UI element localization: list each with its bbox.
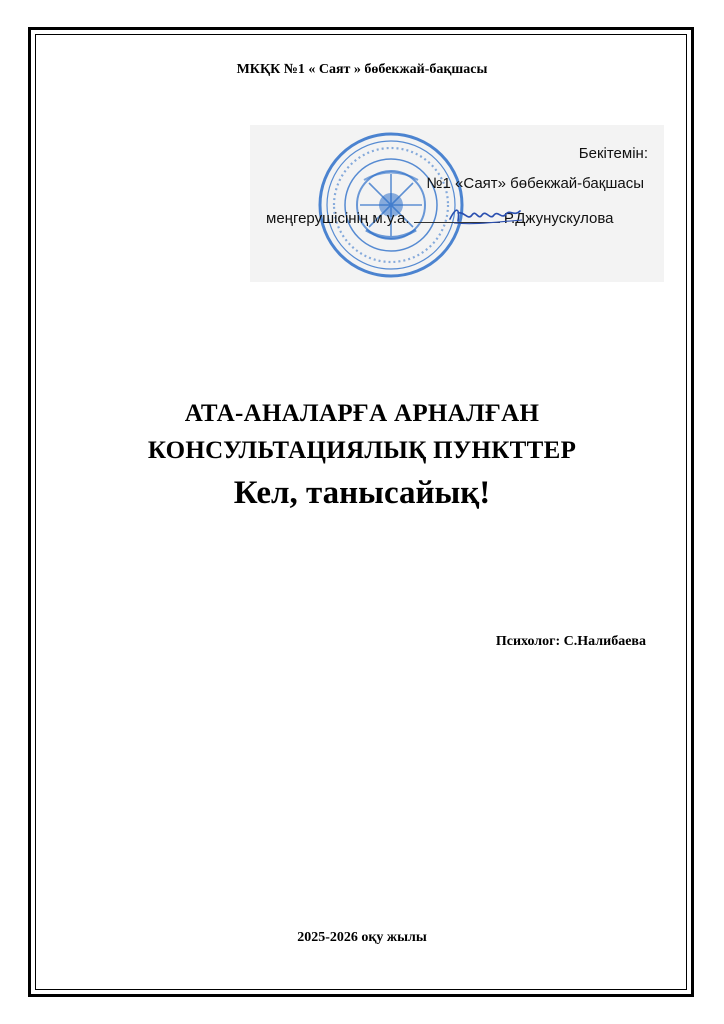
- head-prefix: меңгерушісінің м.у.а.: [266, 210, 410, 227]
- head-name: Р.Джунускулова: [503, 210, 614, 227]
- title-line-1: АТА-АНАЛАРҒА АРНАЛҒАН: [184, 400, 540, 427]
- official-seal-icon: [316, 130, 466, 280]
- subtitle: Кел, танысайық!: [233, 475, 491, 511]
- psychologist-name: Психолог: С.Налибаева: [495, 634, 646, 649]
- handwritten-signature: [446, 203, 526, 229]
- academic-year: 2025-2026 оқу жылы: [297, 930, 427, 945]
- school-name-line: №1 «Саят» бөбекжай-бақшасы: [426, 175, 644, 192]
- title-line-2: КОНСУЛЬТАЦИЯЛЫҚ ПУНКТТЕР: [147, 437, 577, 464]
- head-signature-line: [266, 208, 614, 227]
- approval-stamp-block: [250, 125, 664, 282]
- approve-label: Бекітемін:: [578, 145, 648, 162]
- organization-header: МКҚК №1 « Саят » бөбекжай-бақшасы: [236, 62, 488, 77]
